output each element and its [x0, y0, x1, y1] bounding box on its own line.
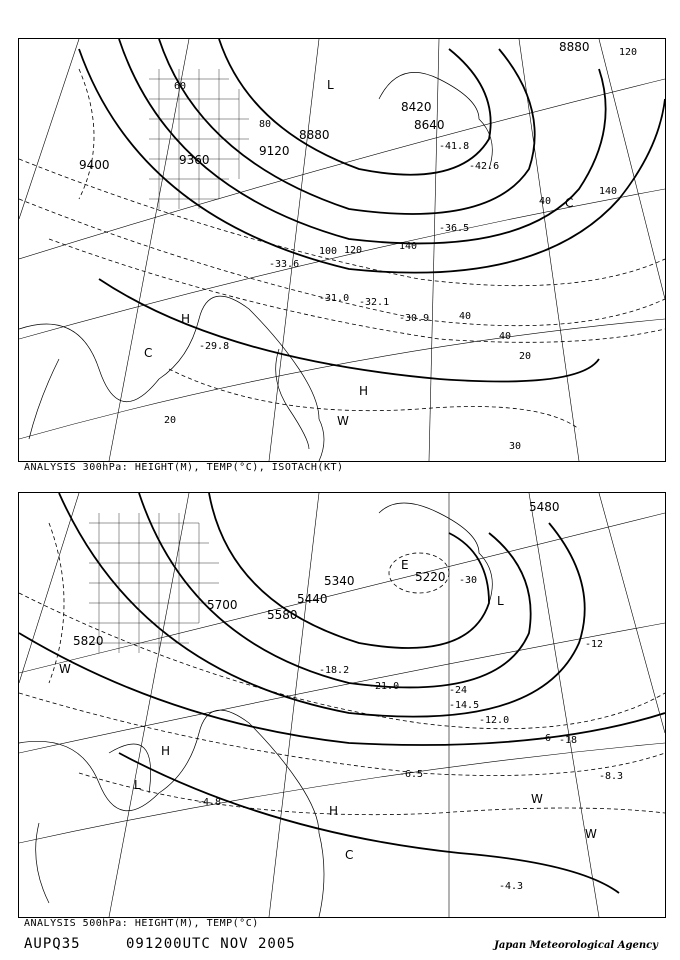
height-label: 8880 — [559, 40, 590, 54]
pressure-center: H — [359, 384, 369, 398]
pressure-center: C — [144, 346, 153, 360]
temp-value: -6.5 — [399, 769, 424, 780]
caption-500hpa: ANALYSIS 500hPa: HEIGHT(M), TEMP(°C) — [24, 918, 259, 929]
pressure-center: H — [181, 312, 191, 326]
chart-code: AUPQ35 — [24, 936, 81, 952]
isotach-label: 20 — [519, 351, 532, 362]
pressure-center: L — [497, 594, 504, 608]
temp-value: -21.0 — [369, 681, 400, 692]
height-label: 5820 — [73, 634, 104, 648]
height-label: 8640 — [414, 118, 445, 132]
temp-value: -8.3 — [599, 771, 624, 782]
height-label: 8420 — [401, 100, 432, 114]
temp-label: -30 — [459, 575, 478, 586]
temp-value: -12.0 — [479, 715, 510, 726]
isotach-label: 40 — [539, 196, 552, 207]
height-label: 5440 — [297, 592, 328, 606]
pressure-center: W — [59, 662, 71, 676]
pressure-center: H — [161, 744, 171, 758]
height-label: 9360 — [179, 153, 210, 167]
temp-label: -6 — [539, 733, 552, 744]
chart-500hpa-map — [19, 493, 665, 917]
temp-label: -18 — [559, 735, 578, 746]
height-label: 5220 — [415, 570, 446, 584]
caption-300hpa: ANALYSIS 300hPa: HEIGHT(M), TEMP(°C), ISOTACH(KT) — [24, 462, 344, 473]
pressure-center: L — [327, 78, 334, 92]
temp-value: -36.5 — [439, 223, 470, 234]
temp-value: -29.8 — [199, 341, 230, 352]
temp-value: -14.5 — [449, 700, 480, 711]
height-label: 5580 — [267, 608, 298, 622]
pressure-center: H — [329, 804, 339, 818]
height-label: 5340 — [324, 574, 355, 588]
pressure-center: W — [531, 792, 543, 806]
height-label: 9120 — [259, 144, 290, 158]
chart-300hpa-map — [19, 39, 665, 461]
temp-value: -41.8 — [439, 141, 470, 152]
isotach-label: 140 — [599, 186, 618, 197]
height-label: 9400 — [79, 158, 110, 172]
agency-name: Japan Meteorological Agency — [494, 940, 658, 951]
pressure-center: L — [134, 778, 141, 792]
temp-value: -32.1 — [359, 297, 390, 308]
isotach-label: 80 — [259, 119, 272, 130]
temp-value: -4.3 — [499, 881, 524, 892]
chart-300hpa — [18, 38, 666, 462]
coastline — [19, 503, 492, 917]
temp-label: -24 — [449, 685, 468, 696]
height-label: 8880 — [299, 128, 330, 142]
temp-value: -33.6 — [269, 259, 300, 270]
graticule — [19, 493, 665, 917]
pressure-center: C — [345, 848, 354, 862]
height-label: 5480 — [529, 500, 560, 514]
terrain-hatch — [89, 513, 219, 653]
chart-500hpa — [18, 492, 666, 918]
isotach-label: 100 — [319, 246, 338, 257]
valid-time: 091200UTC NOV 2005 — [126, 936, 296, 952]
isotach-label: 120 — [344, 245, 363, 256]
height-contours — [79, 39, 665, 382]
isotach-label: 20 — [164, 415, 177, 426]
temp-value: -4.8 — [197, 797, 222, 808]
temp-value: -42.6 — [469, 161, 500, 172]
pressure-center: E — [401, 558, 409, 572]
pressure-center: W — [337, 414, 349, 428]
temp-value: -31.0 — [319, 293, 350, 304]
height-contours — [19, 493, 665, 893]
temp-value: -30.9 — [399, 313, 430, 324]
isotach-label: 30 — [509, 441, 522, 452]
height-label: 5700 — [207, 598, 238, 612]
isotach-label: 140 — [399, 241, 418, 252]
isotach-label: 40 — [459, 311, 472, 322]
isotach-label: 40 — [499, 331, 512, 342]
isotach-label: 120 — [619, 47, 638, 58]
pressure-center: W — [585, 827, 597, 841]
temp-value: -18.2 — [319, 665, 350, 676]
isotach-label: 60 — [174, 81, 187, 92]
temp-label: -12 — [585, 639, 604, 650]
pressure-center: C — [565, 196, 574, 210]
